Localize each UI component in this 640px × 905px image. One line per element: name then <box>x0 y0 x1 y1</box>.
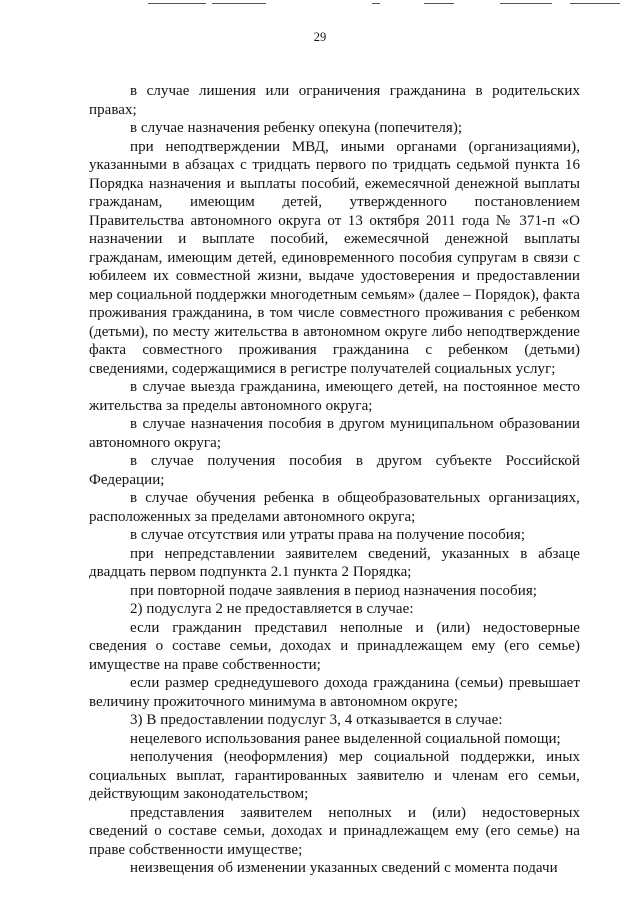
paragraph: в случае отсутствия или утраты права на получение пособия; <box>130 527 526 543</box>
paragraph: в случае лишения или ограничения гражданина в родительских правах; <box>89 83 580 118</box>
paragraph: в случае выезда гражданина, имеющего детей, на постоянное место жительства за пределы автономного округа; <box>89 379 580 414</box>
paragraph: 2) подуслуга 2 не предоставляется в случае: <box>130 601 414 617</box>
paragraph: в случае назначения пособия в другом муниципальном образовании автономного округа; <box>89 416 580 451</box>
paragraph: в случае получения пособия в другом субъекте Российской Федерации; <box>89 453 580 488</box>
paragraph: если гражданин представил неполные и (или) недостоверные сведения о составе семьи, доходах и принадлежащем ему (его семье) имуществе на праве собственности; <box>89 619 580 673</box>
scan-edge-marks <box>0 0 640 8</box>
document-body <box>89 82 580 878</box>
paragraph: нецелевого использования ранее выделенной социальной помощи; <box>130 730 561 747</box>
paragraph: в случае обучения ребенка в общеобразовательных организациях, расположенных за пределами автономного округа; <box>89 490 580 525</box>
paragraph: 3) В предоставлении подуслуг 3, 4 отказывается в случае: <box>130 712 503 728</box>
page-number: 29 <box>313 30 327 44</box>
paragraph: при неподтверждении МВД, иными органами (организациями), указанными в абзацах с тридцать первого по тридцать седьмой пункта 16 Порядка назначения и выплаты пособий, ежемесячной денежной выплаты гражданам, имеющим детей, утвержденного постановлением Правительства автономного округа от 13 октября 2011 года № 371-п «О назначении и выплате пособий, ежемесячной денежной выплаты гражданам, имеющим детей, единовременного пособия супругам в связи с юбилеем их совместной жизни, выдаче удостоверения и предоставлении мер социальной поддержки многодетным семьям» (далее – Порядок), факта проживания гражданина, в том числе совместного проживания с ребенком (детьми), по месту жительства в автономном округе либо неподтверждение факта совместного проживания гражданина с ребенком (детьми) сведениями, содержащимися в регистре получателей социальных услуг; <box>89 138 580 377</box>
paragraph: если размер среднедушевого дохода гражданина (семьи) превышает величину прожиточного минимума в автономном округе; <box>89 675 580 710</box>
paragraph: неизвещения об изменении указанных сведений с момента подачи <box>130 860 558 876</box>
paragraph: представления заявителем неполных и (или) недостоверных сведений о составе семьи, доходах и принадлежащем ему (его семье) на праве собственности имуществе; <box>89 804 580 858</box>
paragraph: при непредставлении заявителем сведений, указанных в абзаце двадцать первом подпункта 2.1 пункта 2 Порядка; <box>89 545 580 580</box>
paragraph: при повторной подаче заявления в период назначения пособия; <box>130 582 537 599</box>
paragraph: неполучения (неоформления) мер социальной поддержки, иных социальных выплат, гарантированных заявителю и членам его семьи, действующим законодательством; <box>89 749 580 802</box>
paragraph: в случае назначения ребенку опекуна (попечителя); <box>130 120 463 136</box>
